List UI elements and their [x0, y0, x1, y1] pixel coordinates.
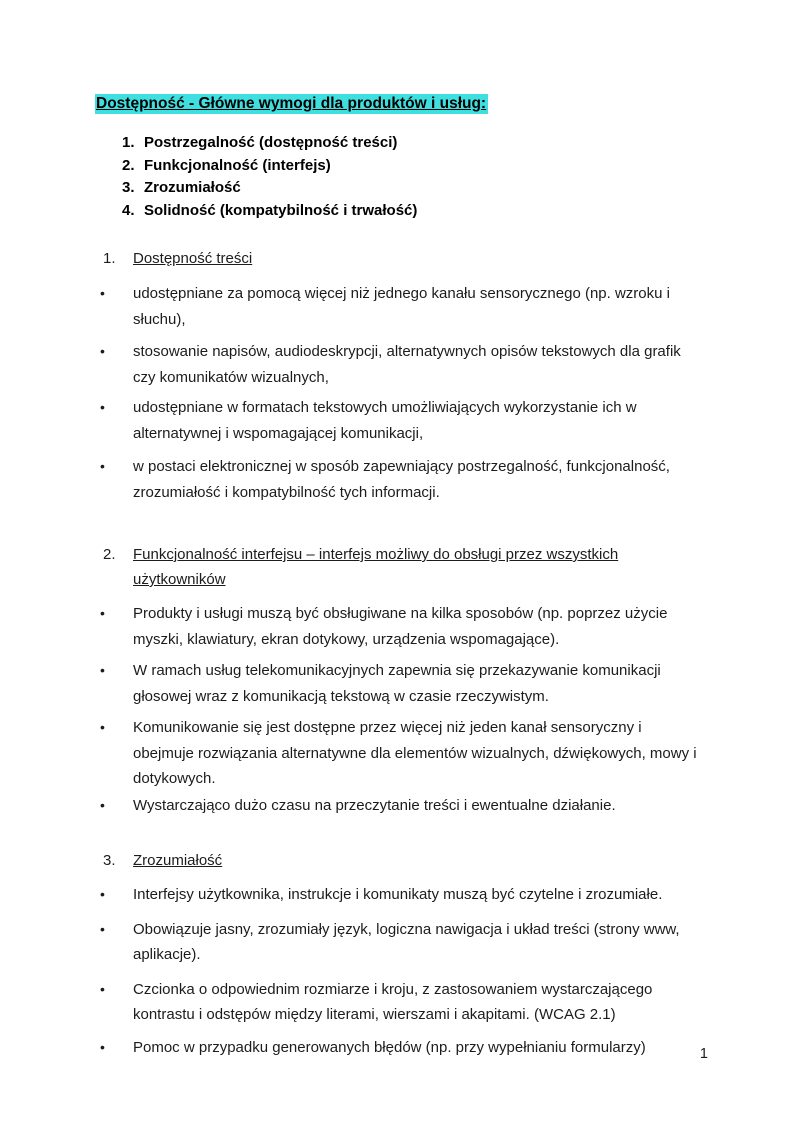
bullet-text: Komunikowanie się jest dostępne przez więcej niż jeden kanał sensoryczny i obejmuje rozwiązania alternatywne dla elementów wizualnych, dźwiękowych, mowy i dotykowych.: [133, 719, 697, 787]
bullet-icon: •: [100, 662, 105, 678]
bullet-item: [100, 601, 705, 652]
overview-item: [122, 177, 705, 200]
section-number: 2.: [103, 546, 116, 563]
bullet-item: [100, 339, 705, 390]
bullet-text: W ramach usług telekomunikacyjnych zapewnia się przekazywanie komunikacji głosowej wraz z komunikacją tekstową w czasie rzeczywistym.: [133, 662, 661, 705]
section-dostepnosc-tresci: [95, 246, 705, 505]
bullet-item: [100, 395, 705, 446]
overview-item-number: 1.: [122, 134, 135, 151]
section-heading-text: Dostępność treści: [133, 250, 253, 267]
bullet-item: [100, 715, 705, 792]
bullet-icon: •: [100, 343, 105, 359]
overview-list: [122, 132, 705, 222]
bullet-item: [100, 1035, 705, 1061]
overview-item-label: Postrzegalność (dostępność treści): [144, 134, 398, 151]
overview-item-label: Zrozumiałość: [144, 179, 241, 196]
bullet-text: udostępniane w formatach tekstowych umożliwiających wykorzystanie ich w alternatywnej i wspomagającej komunikacji,: [133, 399, 637, 442]
section-heading: [103, 542, 705, 592]
bullet-icon: •: [100, 1038, 105, 1055]
section-heading-text: Zrozumiałość: [133, 852, 223, 869]
page-number: 1: [699, 1046, 708, 1062]
bullet-icon: •: [100, 886, 105, 902]
bullet-icon: •: [100, 980, 105, 997]
overview-item-number: 4.: [122, 201, 135, 219]
bullet-text: Produkty i usługi muszą być obsługiwane na kilka sposobów (np. poprzez użycie myszki, klawiatury, ekran dotykowy, urządzenia wspomagające).: [133, 605, 668, 648]
bullet-icon: •: [100, 796, 105, 813]
title-row: [95, 93, 705, 115]
bullet-text: udostępniane za pomocą więcej niż jednego kanału sensorycznego (np. wzroku i słuchu),: [133, 285, 670, 328]
overview-item-number: 3.: [122, 179, 135, 196]
bullet-text: stosowanie napisów, audiodeskrypcji, alternatywnych opisów tekstowych dla grafik czy komunikatów wizualnych,: [133, 343, 681, 386]
overview-item: [122, 200, 705, 223]
bullet-icon: •: [100, 285, 105, 301]
overview-item-number: 2.: [122, 156, 135, 174]
bullet-text: Interfejsy użytkownika, instrukcje i komunikaty muszą być czytelne i zrozumiałe.: [133, 886, 663, 903]
section-heading-text: Funkcjonalność interfejsu – interfejs możliwy do obsługi przez wszystkich użytkowników: [133, 546, 619, 588]
bullet-text: Czcionka o odpowiednim rozmiarze i kroju, z zastosowaniem wystarczającego kontrastu i odstępów między literami, wierszami i akapitami. (WCAG 2.1): [133, 980, 653, 1023]
bullet-text: Obowiązuje jasny, zrozumiały język, logiczna nawigacja i układ treści (strony www, aplikacje).: [133, 920, 680, 963]
overview-item: [122, 155, 705, 178]
section-heading: [103, 246, 705, 271]
overview-item-label: Solidność (kompatybilność i trwałość): [144, 201, 418, 219]
bullet-item: [100, 917, 705, 968]
bullet-item: [100, 281, 705, 332]
bullet-icon: •: [100, 920, 105, 937]
section-heading: [103, 848, 705, 873]
document-title: Dostępność - Główne wymogi dla produktów i usług:: [96, 95, 487, 112]
bullet-text: Wystarczająco dużo czasu na przeczytanie treści i ewentualne działanie.: [133, 796, 616, 814]
bullet-item: [100, 882, 705, 908]
bullet-icon: •: [100, 719, 105, 735]
section-number: 1.: [103, 250, 116, 267]
bullet-item: [100, 454, 705, 505]
section-funkcjonalnosc-interfejsu: [95, 542, 705, 818]
section-number: 3.: [103, 852, 116, 869]
overview-item-label: Funkcjonalność (interfejs): [144, 156, 331, 174]
overview-item: [122, 132, 705, 155]
bullet-text: Pomoc w przypadku generowanych błędów (np. przy wypełnianiu formularzy): [133, 1038, 646, 1056]
bullet-text: w postaci elektronicznej w sposób zapewniający postrzegalność, funkcjonalność, zrozumiałość i kompatybilność tych informacji.: [133, 458, 670, 501]
bullet-icon: •: [100, 605, 105, 621]
bullet-icon: •: [100, 399, 105, 415]
bullet-icon: •: [100, 458, 105, 474]
bullet-item: [100, 793, 705, 819]
section-zrozumialosc: [95, 848, 705, 1060]
bullet-item: [100, 977, 705, 1028]
bullet-item: [100, 658, 705, 709]
